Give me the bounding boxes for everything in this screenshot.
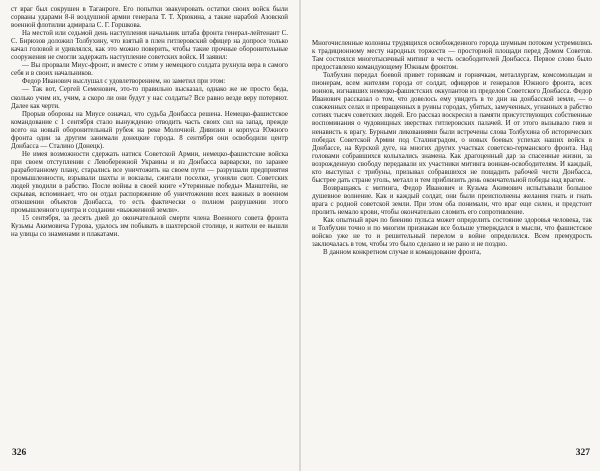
paragraph: Как опытный врач по биению пульса может определить состояние здоровья человека, так и Толбухин точно и по многим признакам все больше утверждался в мысли, что фашистское войско уже не то и решительный перелом в войне определился. Всем премудрость заключалась в том, чтобы это было сделано и не рано и не поздно. — [312, 217, 592, 249]
left-page-text — [11, 6, 288, 239]
page-number-right: 327 — [575, 448, 590, 458]
paragraph: Прорыв обороны на Миусе означал, что судьба Донбасса решена. Немецко-фашистское командование с 1 сентября стало вынужденно отводить часть своих сил на запад, прежде всего на новый оборонительный рубеж на реке Молочной. Дивизии и корпуса Южного фронта один за другим занимали донецкие города. 8 сентября они освободили центр Донбасса — Сталино (Донецк). — [11, 110, 288, 150]
paragraph: В данном конкретном случае и командование фронта, — [323, 249, 482, 257]
paragraph: Толбухин передал боевой привет горнякам и горнячкам, металлургам, комсомольцам и пионерам, всем жителям города от солдат, офицеров и генералов Южного фронта, всех воинов, изгнавших немецко-фашистских оккупантов из пределов Советского Донбасса. Федор Иванович рассказал о том, что довелось ему увидеть в те дни на донбасской земле, — о сожженных селах и превращенных в руины городах, убитых, замученных, угнанных в рабство сотнях тысяч советских людей. Его рассказ воскресил в памяти присутствующих собственные воспоминания о чудовищных зверствах гитлеровских палачей. И от этого вызывало гнев и ненависть к врагу. Бурными ликованиями были встречены слова Толбухина об исторических победах Советской Армии под Сталинградом, о новых боевых успехах наших войск в Донбассе, на Курской дуге, на многих других участках советско-германского фронта. Над головами собравшихся колыхались знамена. Как драгоценный дар за спасенные жизни, за возрожденную свободу передавали их участники митинга воинам-освободителям. И каждый, кто выступал с трибуны, призывал собравшихся не пощадить рабочей чести Донбасса, быстрее дать стране уголь, металл и тем приблизить день окончательной победы над врагом. — [312, 72, 592, 184]
paragraph: Федор Иванович выслушал с удовлетворением, но заметил при этом: — [22, 78, 226, 86]
right-page-text — [312, 40, 592, 257]
page-number-left: 326 — [12, 448, 27, 458]
right-page — [300, 0, 600, 471]
paragraph: ст враг был сокрушен в Таганроге. Его попытки эвакуировать остатки своих войск были сорваны ударами 8-й воздушной армии генерала Т. Т. Хрюкина, а также нарабой Азовской военной флотилии адмирала С. Г. Горшкова. — [11, 6, 288, 30]
paragraph: — Вы прорвали Миус-фронт, и вместе с этим у немецкого солдата рухнула вера в самого себя и в своих начальников. — [11, 62, 288, 78]
paragraph: Не имея возможности сдержать натиск Советской Армии, немецко-фашистские войска при своем отступлении с Левобережной Украины и из Донбасса варварски, по заранее разработанному плану, старались все уничтожить на своем пути — разрушали предприятия промышленности, взрывали шахты и вокзалы, сжигали поселки, угоняли скот. Советских людей уводили в рабство. После войны в своей книге «Утерянные победы» Манштейн, не скрывая, вспоминает, что он отдал распоряжение об уничтожении всех важных в военном отношении объектов Донбасса, то есть фактически о полном разрушении этого промышленного центра и создании «выжженной земли». — [11, 150, 288, 215]
paragraph: На местой или седьмой день наступления начальник штаба фронта генерал-лейтенант С. С. Бирюзов доложил Толбухину, что взятый в плен гитлеровский офицер на допросе только качал головой и удивлялся, как это можно поверить, чтобы такие прочные оборонительные сооружения не смогли задержать наступление советских войск. И заявил: — [11, 30, 288, 62]
paragraph: Многочисленные колонны трудящихся освобожденного города шумным потоком устремились к традиционному месту народных торжеств — просторной площади перед Домом Советов. Там состоялся многотысячный митинг в честь освободителей Донбасса. Первое слово было предоставлено командующему Южным фронтом. — [312, 40, 592, 72]
paragraph: 15 сентября, за десять дней до окончательной смерти члена Военного совета фронта Кузьмы Акимовича Гурова, удалось им побывать в шахтерской столице, и жители ее вышли на улицы со знаменами и плакатами. — [11, 215, 288, 239]
paragraph: Возвращаясь с митинга, Федор Иванович и Кузьма Акимович испытывали большое душевное волнение. Как и каждый солдат, они были преисполнены желания гнать и гнать врага с родной советской земли. При этом оба понимали, что враг еще силен, и предстоит пролить немало крови, чтобы окончательно сломить его сопротивление. — [312, 184, 592, 216]
paragraph: — Так вот, Сергей Семенович, это-то правильно высказал, однако же не просто беда, сколько учим их, учим, а скоро ли они будут у нас солдаты? Все равно везде веру потеряют. Далее как черти. — [11, 86, 288, 110]
